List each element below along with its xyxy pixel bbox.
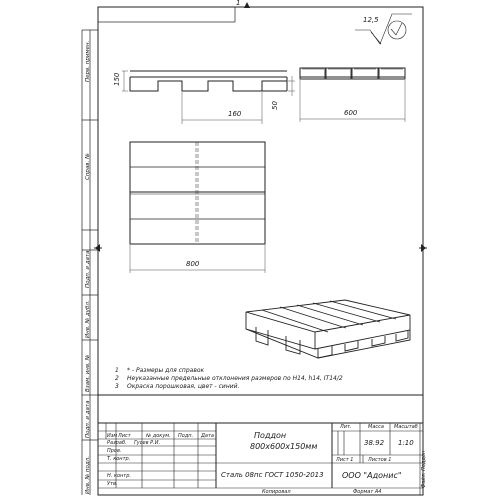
dim-side-width: 600 (344, 109, 358, 117)
title-line-2: 800х600х150мм (250, 442, 318, 451)
isometric-view (246, 300, 410, 358)
dim-plan-width: 800 (186, 260, 200, 268)
company: ООО "Адонис" (342, 471, 402, 480)
drawing-frame (98, 7, 423, 495)
note-number: 2 (115, 375, 119, 382)
note-number: 3 (115, 383, 119, 390)
note-text: Неуказанные предельные отклонения размеров по H14, h14, IT14/2 (127, 375, 343, 382)
razrab-label: Разраб. (107, 440, 127, 446)
side-label-inv-podl: Инв. № подл. (85, 456, 91, 494)
col-dokum: № докум. (146, 433, 171, 439)
col-list: Лист (118, 433, 131, 439)
material: Сталь 08пс ГОСТ 1050-2013 (221, 471, 324, 479)
side-label-perv-primen: Перв. примен. (85, 40, 91, 82)
dim-block-width: 160 (228, 110, 242, 118)
razrab-name: Гусев Р.И. (134, 440, 161, 446)
format-label: Формат А4 (353, 489, 382, 495)
side-label-sprav: Справ. № (85, 153, 91, 180)
col-izm: Изм (107, 433, 118, 439)
designation-box (98, 7, 235, 22)
plan-view (130, 142, 265, 273)
dim-height: 150 (113, 72, 121, 86)
side-label-podp-data-2: Подп. и дата (85, 400, 91, 438)
roughness-value: 12,5 (363, 16, 379, 24)
kopiroval-label: Копировал (262, 489, 291, 495)
prov-label: Пров. (107, 448, 122, 454)
col-data: Дата (201, 433, 214, 439)
n-kontr-label: Н. контр. (107, 473, 131, 479)
col-podp: Подп. (178, 433, 194, 439)
t-kontr-label: Т. контр. (107, 456, 131, 462)
file-label: Файл: Поддон (421, 450, 427, 488)
notes-list (115, 367, 343, 392)
mass-label: Масса (368, 424, 384, 430)
side-label-vzam-inv: Взам. инв. № (85, 354, 91, 392)
scale-value: 1:10 (398, 439, 414, 447)
side-label-podp-data-1: Подп. и дата (85, 250, 91, 288)
sheet-label: Лист 1 (336, 457, 354, 463)
scale-label: Масштаб (394, 424, 418, 430)
side-label-inv-dubl: Инв. № дубл. (85, 300, 91, 338)
dim-block-height: 50 (271, 101, 279, 110)
note-item (115, 383, 240, 392)
front-view (122, 71, 295, 124)
note-text: Окраска порошковая, цвет - синий. (127, 383, 240, 390)
lit-label: Лит. (340, 424, 352, 430)
utv-label: Утв. (107, 481, 118, 487)
sheet-number-top: 1 (236, 0, 241, 7)
sheets-label: Листов 1 (368, 457, 392, 463)
title-line-1: Поддон (254, 431, 287, 440)
mass-value: 38.92 (364, 439, 385, 447)
note-number: 1 (115, 367, 119, 374)
note-text: * - Размеры для справок (127, 367, 205, 374)
